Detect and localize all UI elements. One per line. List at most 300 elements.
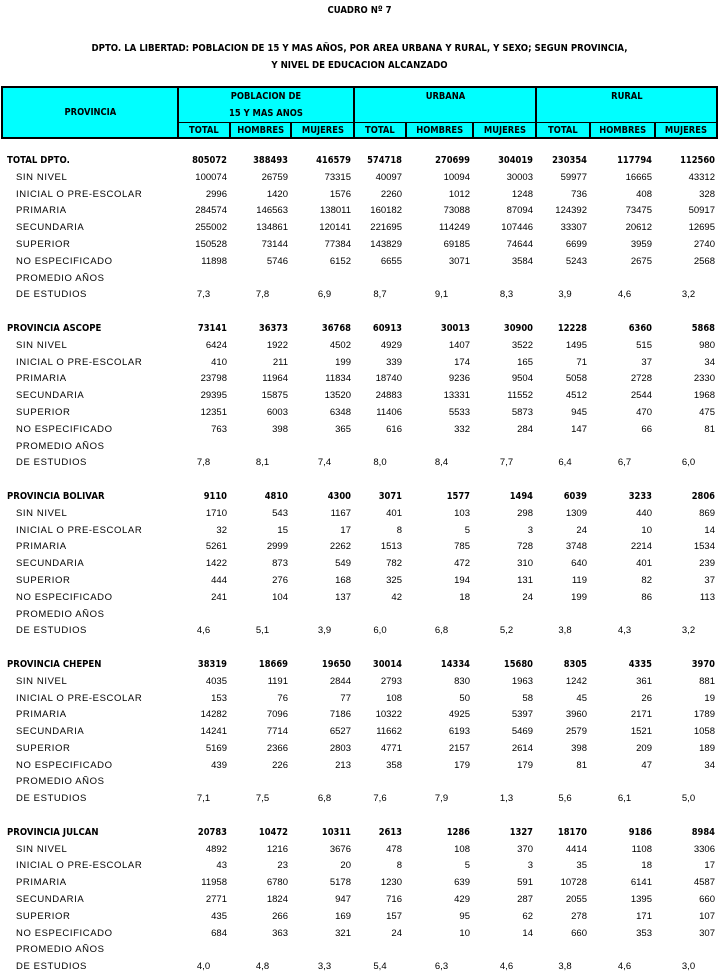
cell-value: 478 (386, 843, 402, 855)
table-row (0, 287, 719, 304)
row-label: SECUNDARIA (16, 894, 85, 906)
table-body (0, 153, 719, 976)
cell-value: 30014 (372, 658, 402, 670)
table-row (0, 909, 719, 926)
province-section (0, 153, 719, 321)
header-col-label: HOMBRES (599, 124, 646, 136)
cell-value: 284 (517, 423, 533, 435)
cell-value: 980 (699, 339, 715, 351)
cell-value: 33307 (560, 222, 587, 234)
cell-value: 9186 (628, 826, 652, 838)
table-row (0, 674, 719, 691)
cell-value: 5,6 (558, 793, 572, 805)
cell-value: 660 (699, 894, 715, 906)
cell-value: 37 (704, 574, 715, 586)
cell-value: 2614 (511, 742, 533, 754)
cell-value: 73141 (197, 322, 227, 334)
cell-value: 276 (272, 574, 288, 586)
table-row (0, 455, 719, 472)
cell-value: 4,6 (196, 625, 211, 637)
table-row (0, 573, 719, 590)
cell-value: 3071 (448, 255, 470, 267)
cell-value: 3306 (693, 843, 715, 855)
cell-value: 2171 (630, 709, 652, 721)
table-row (0, 203, 719, 220)
cell-value: 6193 (448, 726, 470, 738)
table-row (0, 590, 719, 607)
cell-value: 873 (272, 558, 288, 570)
cell-value: 475 (699, 406, 715, 418)
cell-value: 6,0 (681, 457, 696, 469)
cell-value: 947 (335, 894, 351, 906)
cell-value: 401 (386, 507, 402, 519)
header-group-urbana-label: URBANA (425, 91, 465, 102)
cell-value: 9504 (511, 373, 533, 385)
table-row (0, 926, 719, 943)
province-total-row (0, 489, 719, 506)
cell-value: 34 (704, 759, 715, 771)
province-section (0, 825, 719, 976)
cell-value: 728 (517, 541, 533, 553)
cell-value: 3,3 (317, 961, 332, 973)
cell-value: 18 (459, 591, 470, 603)
cell-value: 830 (454, 675, 470, 687)
table-row (0, 607, 719, 624)
cell-value: 6003 (266, 406, 288, 418)
cell-value: 785 (454, 541, 470, 553)
cell-value: 716 (386, 894, 402, 906)
header-col-label: TOTAL (189, 124, 219, 136)
table-row (0, 422, 719, 439)
header-col-rural-total (536, 123, 590, 139)
cell-value: 616 (386, 423, 402, 435)
cell-value: 2157 (448, 742, 470, 754)
cell-value: 4414 (565, 843, 587, 855)
cell-value: 3,2 (681, 625, 696, 637)
row-label: PROMEDIO AÑOS (16, 272, 105, 284)
header-provincia (2, 87, 178, 138)
cell-value: 73315 (324, 171, 351, 183)
cell-value: 321 (335, 927, 351, 939)
cell-value: 2544 (630, 390, 652, 402)
cell-value: 1230 (380, 877, 402, 889)
table-row (0, 892, 719, 909)
cell-value: 211 (272, 356, 288, 368)
header-group-poblacion (178, 87, 354, 123)
cell-value: 113 (699, 591, 715, 603)
cell-value: 209 (636, 742, 652, 754)
header-col-rural-mujeres (655, 123, 717, 139)
cell-value: 18740 (375, 373, 402, 385)
cell-value: 5873 (511, 406, 533, 418)
cell-value: 7,1 (196, 793, 211, 805)
cell-value: 1789 (693, 709, 715, 721)
cell-value: 81 (704, 423, 715, 435)
cell-value: 24 (391, 927, 402, 939)
cell-value: 5,2 (499, 625, 514, 637)
cell-value: 5261 (205, 541, 227, 553)
table-row (0, 338, 719, 355)
cell-value: 16665 (625, 171, 652, 183)
cell-value: 5058 (565, 373, 587, 385)
row-label: SIN NIVEL (16, 675, 68, 687)
table-row (0, 774, 719, 791)
cell-value: 199 (571, 591, 587, 603)
cell-value: 2740 (693, 238, 715, 250)
cell-value: 5,4 (373, 961, 387, 973)
cell-value: 439 (211, 759, 227, 771)
cell-value: 213 (335, 759, 351, 771)
subtitle-line-1: DPTO. LA LIBERTAD: POBLACION DE 15 Y MAS AÑOS, POR AREA URBANA Y RURAL, Y SEXO; SEGUN PROVINCIA, (91, 43, 628, 54)
cell-value: 5178 (329, 877, 351, 889)
cell-value: 6152 (329, 255, 351, 267)
cell-value: 398 (571, 742, 587, 754)
cell-value: 50 (459, 692, 470, 704)
cell-value: 7,4 (317, 457, 332, 469)
cell-value: 6,0 (373, 625, 387, 637)
cell-value: 43 (216, 860, 227, 872)
cell-value: 230354 (552, 155, 587, 166)
cell-value: 5,1 (255, 625, 270, 637)
cell-value: 6527 (329, 726, 351, 738)
cell-value: 304019 (498, 155, 533, 166)
cell-value: 339 (386, 356, 402, 368)
table-row (0, 405, 719, 422)
cell-value: 6,3 (434, 961, 449, 973)
cell-value: 6655 (380, 255, 402, 267)
cell-value: 270699 (435, 155, 470, 166)
cell-value: 11964 (262, 373, 288, 385)
cell-value: 6039 (563, 490, 587, 502)
cell-value: 4502 (329, 339, 351, 351)
row-label: PROMEDIO AÑOS (16, 608, 105, 620)
cell-value: 179 (517, 759, 533, 771)
cell-value: 2568 (693, 255, 715, 267)
cell-value: 12695 (688, 222, 715, 234)
cell-value: 77 (340, 692, 351, 704)
cell-value: 124392 (555, 205, 587, 217)
cell-value: 1286 (446, 826, 470, 838)
cell-value: 2366 (266, 742, 288, 754)
cell-value: 805072 (192, 155, 227, 166)
cell-value: 13520 (324, 390, 351, 402)
cell-value: 8,3 (499, 289, 514, 301)
cell-value: 4810 (264, 490, 288, 502)
cell-value: 18 (641, 860, 652, 872)
table-row (0, 623, 719, 640)
cell-value: 81 (576, 759, 587, 771)
cell-value: 37 (641, 356, 652, 368)
cell-value: 168 (335, 574, 351, 586)
row-label: SIN NIVEL (16, 843, 68, 855)
cell-value: 7,6 (373, 793, 387, 805)
cell-value: 5,0 (681, 793, 696, 805)
row-label: DE ESTUDIOS (16, 793, 87, 805)
cell-value: 8,1 (255, 457, 270, 469)
row-label: SECUNDARIA (16, 222, 85, 234)
cell-value: 119 (571, 574, 587, 586)
cell-value: 1922 (266, 339, 288, 351)
cell-value: 6780 (266, 877, 288, 889)
row-label: INICIAL O PRE-ESCOLAR (16, 356, 143, 368)
cell-value: 24 (522, 591, 533, 603)
cell-value: 429 (454, 894, 470, 906)
cell-value: 255002 (195, 222, 227, 234)
cell-value: 3,8 (558, 625, 572, 637)
cell-value: 153 (211, 692, 227, 704)
cell-value: 17 (340, 524, 351, 536)
cell-value: 3960 (565, 709, 587, 721)
cell-value: 591 (517, 877, 533, 889)
table-row (0, 439, 719, 456)
cell-value: 47 (641, 759, 652, 771)
table-row (0, 506, 719, 523)
cell-value: 146563 (256, 205, 288, 217)
row-label: INICIAL O PRE-ESCOLAR (16, 692, 143, 704)
cell-value: 10472 (258, 826, 288, 838)
cell-value: 3959 (630, 238, 652, 250)
cell-value: 5169 (205, 742, 227, 754)
cell-value: 398 (272, 423, 288, 435)
cell-value: 6,1 (617, 793, 632, 805)
cell-value: 24 (576, 524, 587, 536)
cell-value: 4587 (693, 877, 715, 889)
cell-value: 7,5 (255, 793, 270, 805)
cell-value: 7186 (329, 709, 351, 721)
cell-value: 9110 (203, 490, 227, 502)
header-col-label: HOMBRES (416, 124, 463, 136)
cell-value: 32 (216, 524, 227, 536)
cell-value: 2262 (329, 541, 351, 553)
cell-value: 1513 (380, 541, 402, 553)
cell-value: 7714 (266, 726, 288, 738)
cell-value: 1242 (565, 675, 587, 687)
cell-value: 2793 (380, 675, 402, 687)
cell-value: 179 (454, 759, 470, 771)
row-label: INICIAL O PRE-ESCOLAR (16, 860, 143, 872)
cell-value: 3 (527, 860, 533, 872)
row-label: SECUNDARIA (16, 558, 85, 570)
cell-value: 1191 (267, 675, 288, 687)
table-row (0, 170, 719, 187)
table-row (0, 523, 719, 540)
table-row (0, 187, 719, 204)
cell-value: 1710 (205, 507, 227, 519)
cell-value: 3,0 (681, 961, 696, 973)
cell-value: 6360 (628, 322, 652, 334)
cell-value: 87094 (506, 205, 533, 217)
header-group-rural-label: RURAL (610, 91, 643, 102)
cell-value: 10094 (443, 171, 470, 183)
cell-value: 3,8 (558, 961, 572, 973)
cell-value: 14241 (200, 726, 227, 738)
table-row (0, 556, 719, 573)
header-provincia-label: PROVINCIA (64, 107, 116, 118)
cell-value: 7096 (266, 709, 288, 721)
cell-value: 150528 (195, 238, 227, 250)
cell-value: 6141 (630, 877, 652, 889)
cell-value: 1824 (266, 894, 288, 906)
cell-value: 239 (699, 558, 715, 570)
cell-value: 5243 (565, 255, 587, 267)
cell-value: 6,8 (317, 793, 332, 805)
cell-value: 4512 (565, 390, 587, 402)
row-label: SUPERIOR (16, 742, 71, 754)
row-label: SECUNDARIA (16, 390, 85, 402)
row-label: INICIAL O PRE-ESCOLAR (16, 524, 143, 536)
cell-value: 2803 (329, 742, 351, 754)
table-row (0, 724, 719, 741)
cell-value: 2999 (266, 541, 288, 553)
cell-value: 11958 (201, 877, 227, 889)
cell-value: 35 (576, 860, 587, 872)
cell-value: 5533 (448, 406, 470, 418)
province-total-row (0, 825, 719, 842)
cell-value: 1534 (693, 541, 715, 553)
table-row (0, 691, 719, 708)
cell-value: 4771 (380, 742, 402, 754)
cell-value: 3748 (565, 541, 587, 553)
cell-value: 1494 (509, 490, 533, 502)
header-group-urbana (354, 87, 536, 123)
row-label: NO ESPECIFICADO (16, 255, 113, 267)
cell-value: 549 (335, 558, 351, 570)
table-row (0, 371, 719, 388)
cell-value: 5469 (511, 726, 533, 738)
section-spacer (0, 304, 719, 321)
cell-value: 43312 (688, 171, 715, 183)
cell-value: 10322 (375, 709, 402, 721)
cell-value: 2728 (630, 373, 652, 385)
row-label: DE ESTUDIOS (16, 625, 87, 637)
cell-value: 8 (396, 860, 402, 872)
table-row (0, 942, 719, 959)
document-subtitle (0, 40, 719, 74)
cell-value: 165 (517, 356, 533, 368)
table-row (0, 875, 719, 892)
header-col-total (178, 123, 230, 139)
row-label: PRIMARIA (16, 373, 67, 385)
cell-value: 137 (335, 591, 351, 603)
cell-value: 1968 (693, 390, 715, 402)
cell-value: 20 (340, 860, 351, 872)
cell-value: 2996 (205, 188, 227, 200)
cell-value: 8305 (563, 658, 587, 670)
cell-value: 19 (704, 692, 715, 704)
cell-value: 34 (704, 356, 715, 368)
cell-value: 86 (641, 591, 652, 603)
cell-value: 11834 (325, 373, 351, 385)
province-name: PROVINCIA JULCAN (7, 826, 99, 838)
row-label: DE ESTUDIOS (16, 289, 87, 301)
cell-value: 515 (636, 339, 652, 351)
row-label: PROMEDIO AÑOS (16, 944, 105, 956)
cell-value: 12351 (200, 406, 227, 418)
cell-value: 1407 (448, 339, 470, 351)
cell-value: 169 (335, 910, 351, 922)
header-col-mujeres (291, 123, 354, 139)
cell-value: 4300 (327, 490, 351, 502)
cell-value: 2771 (205, 894, 227, 906)
header-col-urbana-total (354, 123, 406, 139)
province-total-row (0, 153, 719, 170)
cell-value: 66 (641, 423, 652, 435)
header-group-rural (536, 87, 717, 123)
cell-value: 10311 (321, 826, 351, 838)
cell-value: 19650 (321, 658, 351, 670)
cell-value: 36373 (258, 322, 288, 334)
cell-value: 9236 (448, 373, 470, 385)
row-label: PROMEDIO AÑOS (16, 776, 105, 788)
cell-value: 17 (704, 860, 715, 872)
cell-value: 4,6 (617, 961, 632, 973)
section-spacer (0, 472, 719, 489)
row-label: SECUNDARIA (16, 726, 85, 738)
cell-value: 30003 (506, 171, 533, 183)
cell-value: 160182 (370, 205, 402, 217)
header-col-urbana-hombres (406, 123, 473, 139)
table-row (0, 791, 719, 808)
row-label: SUPERIOR (16, 574, 71, 586)
cell-value: 73144 (261, 238, 288, 250)
cell-value: 15 (277, 524, 288, 536)
header-group-poblacion-line1: POBLACION DE (230, 91, 302, 102)
cell-value: 174 (454, 356, 470, 368)
province-section (0, 489, 719, 657)
document-title: CUADRO Nº 7 (327, 5, 392, 16)
cell-value: 358 (386, 759, 402, 771)
row-label: PRIMARIA (16, 877, 67, 889)
cell-value: 138011 (320, 205, 351, 217)
cell-value: 73475 (625, 205, 652, 217)
table-row (0, 959, 719, 976)
cell-value: 1963 (511, 675, 533, 687)
cell-value: 684 (211, 927, 227, 939)
cell-value: 77384 (324, 238, 351, 250)
cell-value: 112560 (680, 155, 715, 166)
cell-value: 10 (641, 524, 652, 536)
cell-value: 736 (571, 188, 587, 200)
cell-value: 3676 (329, 843, 351, 855)
cell-value: 401 (636, 558, 652, 570)
cell-value: 108 (454, 843, 470, 855)
province-name: PROVINCIA BOLIVAR (7, 490, 105, 502)
cell-value: 7,8 (196, 457, 211, 469)
cell-value: 408 (636, 188, 652, 200)
cell-value: 1058 (693, 726, 715, 738)
row-label: DE ESTUDIOS (16, 961, 87, 973)
cell-value: 5397 (511, 709, 533, 721)
cell-value: 298 (517, 507, 533, 519)
cell-value: 2260 (380, 188, 402, 200)
row-label: NO ESPECIFICADO (16, 927, 113, 939)
cell-value: 221695 (370, 222, 402, 234)
cell-value: 30013 (440, 322, 470, 334)
cell-value: 131 (517, 574, 533, 586)
table-row (0, 355, 719, 372)
cell-value: 763 (211, 423, 227, 435)
header-col-label: MUJERES (664, 124, 708, 136)
cell-value: 4929 (380, 339, 402, 351)
cell-value: 14282 (200, 709, 227, 721)
header-col-hombres (230, 123, 291, 139)
cell-value: 3 (527, 524, 533, 536)
cell-value: 8 (396, 524, 402, 536)
header-col-urbana-mujeres (473, 123, 536, 139)
cell-value: 30900 (503, 322, 533, 334)
province-total-row (0, 321, 719, 338)
header-group-poblacion-line2: 15 Y MAS AÑOS (229, 108, 303, 119)
